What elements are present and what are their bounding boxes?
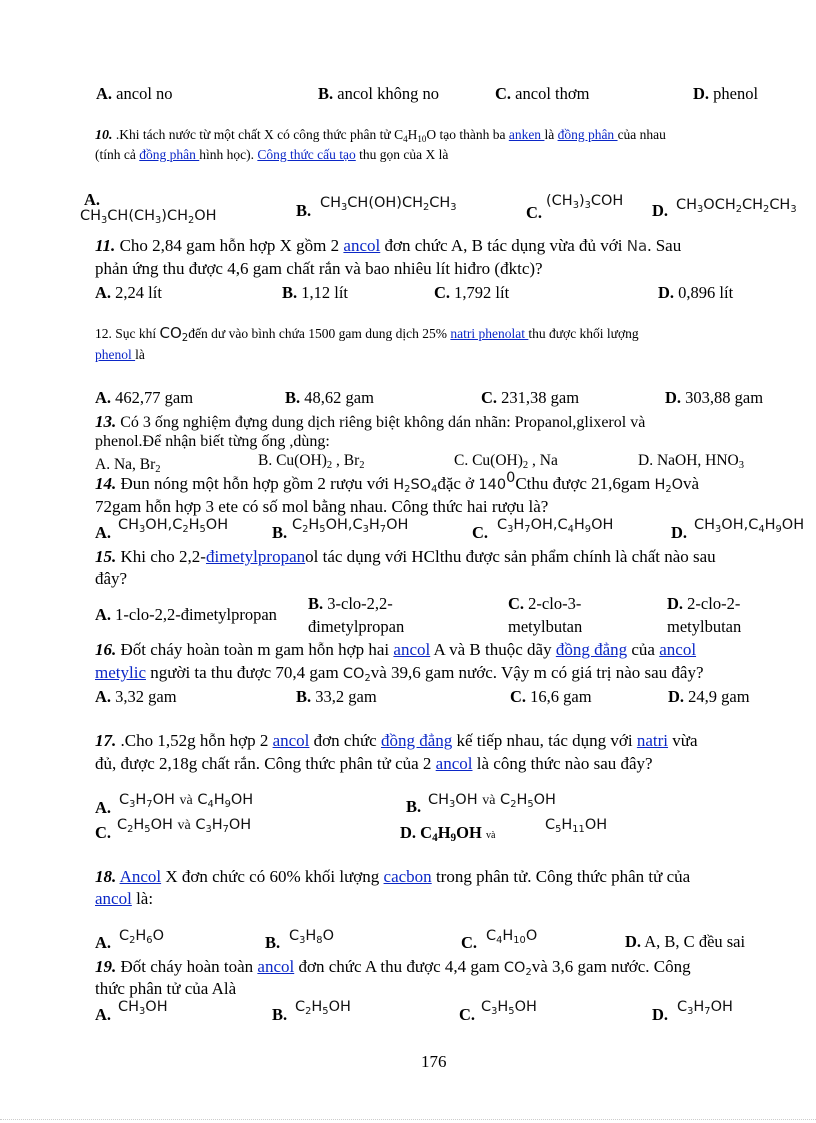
q11-option-a[interactable]: A. 2,24 lít (95, 283, 162, 302)
q11-text-line1: 11. Cho 2,84 gam hỗn hợp X gồm 2 ancol đơn chức A, B tác dụng vừa đủ với Na. Sau (95, 236, 682, 255)
q14-text-line1: 14. Đun nóng một hỗn hợp gồm 2 rượu với $H_2SO_4đặc$ ở $140^0Cthu$ được 21,6gam $H_2Ovà$ (95, 469, 700, 495)
q16-option-d[interactable]: D. 24,9 gam (668, 687, 750, 706)
q14-option-a-formula[interactable]: $CH_3OH,C_2H_5OH$ (118, 517, 229, 535)
q13-option-d[interactable]: D. NaOH, $HNO_3$ (638, 452, 745, 471)
q19-option-a-formula[interactable]: $CH_3OH$ (118, 999, 168, 1017)
q13-text-line2: phenol.Để nhận biết từng ống ,dùng: (95, 433, 330, 450)
q18-option-b-label[interactable]: B. (265, 933, 281, 952)
link-phenol[interactable]: phenol (95, 347, 136, 362)
link-dong-phan[interactable]: đồng phân (557, 127, 618, 142)
q13-option-c[interactable]: C. $Cu(OH)_2$ , Na (454, 452, 558, 471)
page-bottom-divider (0, 1119, 816, 1120)
q19-option-c-label[interactable]: C. (459, 1005, 476, 1024)
q18-option-a-formula[interactable]: $C_2H_6O$ (119, 928, 164, 946)
q19-text-line1: 19. Đốt cháy hoàn toàn ancol đơn chức A thu được 4,4 gam $CO_2và$ 3,6 gam nước. Công (95, 957, 691, 978)
q14-text-line2: 72gam hỗn hợp 3 ete có số mol bằng nhau. Công thức hai rượu là? (95, 497, 549, 516)
q18-option-c-formula[interactable]: $C_4H_{10}O$ (486, 928, 538, 946)
q19-text-line2: thức phân tử của Alà (95, 979, 237, 998)
q17-option-a-formula[interactable]: $C_3H_7OH$ và $C_4H_9OH$ (119, 792, 254, 810)
q17-option-a-label[interactable]: A. (95, 798, 112, 817)
q9-option-a[interactable]: A. ancol no (96, 84, 173, 103)
q14-option-d-label[interactable]: D. (671, 523, 688, 542)
link-ancol-3[interactable]: ancol (659, 640, 697, 659)
q11-option-b[interactable]: B. 1,12 lít (282, 283, 349, 302)
q18-option-a-label[interactable]: A. (95, 933, 112, 952)
q19-option-a-label[interactable]: A. (95, 1005, 112, 1024)
q9-option-d[interactable]: D. phenol (693, 84, 759, 103)
link-dimetylpropan[interactable]: đimetylpropan (205, 547, 306, 566)
q17-option-d-formula[interactable]: $C_5H_{11}OH$ (545, 817, 608, 835)
q12-option-a[interactable]: A. 462,77 gam (95, 388, 194, 407)
q12-text-line2: phenol là (95, 347, 145, 362)
q14-option-b-label[interactable]: B. (272, 523, 288, 542)
q9-option-c[interactable]: C. ancol thơm (495, 84, 590, 103)
q15-text-line2: đây? (95, 569, 128, 588)
q18-option-b-formula[interactable]: $C_3H_8O$ (289, 928, 334, 946)
link-dong-phan-2[interactable]: đồng phân (139, 147, 200, 162)
page-number: 176 (421, 1052, 447, 1071)
q16-option-b[interactable]: B. 33,2 gam (296, 687, 377, 706)
q15-option-b[interactable]: B. 3-clo-2,2- (308, 594, 393, 613)
q18-option-c-label[interactable]: C. (461, 933, 478, 952)
q12-text-line1: 12. Sục khí $CO_2đến$ dư vào bình chứa 1500 gam dung dịch 25% natri phenolat thu được khối lượng (95, 324, 639, 344)
q19-option-d-label[interactable]: D. (652, 1005, 669, 1024)
q16-text-line1: 16. Đốt cháy hoàn toàn m gam hỗn hợp hai ancol A và B thuộc dãy đồng đẳng của ancol (95, 640, 697, 659)
q14-option-d-formula[interactable]: $CH_3OH,C_4H_9OH$ (694, 517, 805, 533)
link-anken[interactable]: anken (508, 127, 545, 142)
q15-option-c[interactable]: C. 2-clo-3- (508, 594, 582, 613)
q15-option-c-line2[interactable]: metylbutan (508, 617, 583, 636)
q15-option-d-line2[interactable]: metylbutan (667, 617, 742, 636)
q10-option-c-label[interactable]: C. (526, 203, 543, 222)
q13-option-b[interactable]: B. $Cu(OH)_2$ , $Br_2$ (258, 452, 365, 471)
q19-option-c-formula[interactable]: $C_3H_5OH$ (481, 999, 537, 1017)
q14-option-c-label[interactable]: C. (472, 523, 489, 542)
link-ancol-6[interactable]: Ancol (119, 867, 162, 886)
q14-option-a-label[interactable]: A. (95, 523, 112, 542)
q13-text-line1: 13. Có 3 ống nghiệm đựng dung dịch riêng biệt không dán nhãn: Propanol,glixerol và (95, 412, 646, 431)
q15-option-d[interactable]: D. 2-clo-2- (667, 594, 741, 613)
link-metylic[interactable]: metylic (95, 663, 146, 682)
q19-option-d-formula[interactable]: $C_3H_7OH$ (677, 999, 733, 1017)
q14-option-c-formula[interactable]: $C_3H_7OH,C_4H_9OH$ (497, 517, 614, 535)
link-cacbon[interactable]: cacbon (383, 867, 432, 886)
q11-option-c[interactable]: C. 1,792 lít (434, 283, 510, 302)
q10-option-a-formula[interactable]: $CH_3CH(CH_3)CH_2OH$ (80, 208, 217, 226)
q15-text-line1: 15. Khi cho 2,2-đimetylpropanol tác dụng với HClthu được sản phẩm chính là chất nào sau (95, 547, 716, 566)
q10-text-line2: (tính cả đồng phân hình học). Công thức cấu tạo thu gọn của X là (95, 147, 449, 162)
q16-option-c[interactable]: C. 16,6 gam (510, 687, 592, 706)
link-cong-thuc-cau-tao[interactable]: Công thức cấu tạo (257, 147, 356, 162)
q10-option-d-label[interactable]: D. (652, 201, 669, 220)
q12-option-d[interactable]: D. 303,88 gam (665, 388, 764, 407)
link-ancol-8[interactable]: ancol (257, 957, 295, 976)
link-ancol-7[interactable]: ancol (95, 889, 132, 908)
q18-text-line1: 18. Ancol X đơn chức có 60% khối lượng cacbon trong phân tử. Công thức phân tử của (95, 867, 691, 886)
q10-text-line1: 10. .Khi tách nước từ một chất X có công thức phân tử $C_4H_{10}O$ tạo thành ba anken là đồng phân của nhau (95, 127, 666, 144)
link-ancol-5[interactable]: ancol (435, 754, 473, 773)
link-dong-dang-2[interactable]: đồng đẳng (380, 731, 453, 750)
q18-option-d[interactable]: D. A, B, C đều sai (625, 932, 746, 951)
link-natri[interactable]: natri (636, 731, 669, 750)
q12-option-b[interactable]: B. 48,62 gam (285, 388, 374, 407)
q15-option-b-line2[interactable]: đimetylpropan (308, 617, 405, 636)
q10-option-a-label[interactable]: A. (84, 190, 101, 209)
q19-option-b-label[interactable]: B. (272, 1005, 288, 1024)
q10-option-b-label[interactable]: B. (296, 201, 312, 220)
q17-option-b-formula[interactable]: $CH_3OH$ và $C_2H_5OH$ (428, 792, 556, 810)
q13-option-a[interactable]: A. Na, $Br_2$ (95, 456, 161, 475)
q15-option-a[interactable]: A. 1-clo-2,2-đimetylpropan (95, 605, 277, 624)
link-ancol[interactable]: ancol (343, 236, 381, 255)
q17-option-c-label[interactable]: C. (95, 823, 112, 842)
q17-option-c-formula[interactable]: $C_2H_5OH$ và $C_3H_7OH$ (117, 817, 252, 835)
q16-text-line2: metylic người ta thu được 70,4 gam $CO_2và$ 39,6 gam nước. Vậy m có giá trị nào sau đây? (95, 663, 704, 684)
q11-option-d[interactable]: D. 0,896 lít (658, 283, 734, 302)
q17-text-line1: 17. .Cho 1,52g hỗn hợp 2 ancol đơn chức đồng đẳng kế tiếp nhau, tác dụng với natri vừa (95, 731, 698, 750)
link-ancol-2[interactable]: ancol (393, 640, 431, 659)
q19-option-b-formula[interactable]: $C_2H_5OH$ (295, 999, 351, 1017)
q10-option-b-formula[interactable]: $CH_3CH(OH)CH_2CH_3$ (320, 195, 457, 213)
q10-option-d-formula[interactable]: $CH_3OCH_2CH_2CH_3$ (676, 197, 797, 213)
q17-option-b-label[interactable]: B. (406, 797, 422, 816)
link-ancol-4[interactable]: ancol (272, 731, 310, 750)
q9-option-b[interactable]: B. ancol không no (318, 84, 439, 103)
q16-option-a[interactable]: A. 3,32 gam (95, 687, 177, 706)
link-dong-dang[interactable]: đồng đẳng (555, 640, 628, 659)
q12-option-c[interactable]: C. 231,38 gam (481, 388, 580, 407)
q17-text-line2: đủ, được 2,18g chất rắn. Công thức phân tử của 2 ancol là công thức nào sau đây? (95, 754, 653, 773)
q14-option-b-formula[interactable]: $C_2H_5OH,C_3H_7OH$ (292, 517, 409, 535)
link-natri-phenolat[interactable]: natri phenolat (450, 326, 529, 341)
q17-option-d[interactable]: D. $C_4H_9OH$ và (400, 823, 496, 845)
q11-text-line2: phản ứng thu được 4,6 gam chất rắn và bao nhiêu lít hiđro (đktc)? (95, 259, 543, 278)
q18-text-line2: ancol là: (95, 889, 154, 908)
q10-option-c-formula[interactable]: $(CH_3)_3COH$ (546, 193, 624, 211)
